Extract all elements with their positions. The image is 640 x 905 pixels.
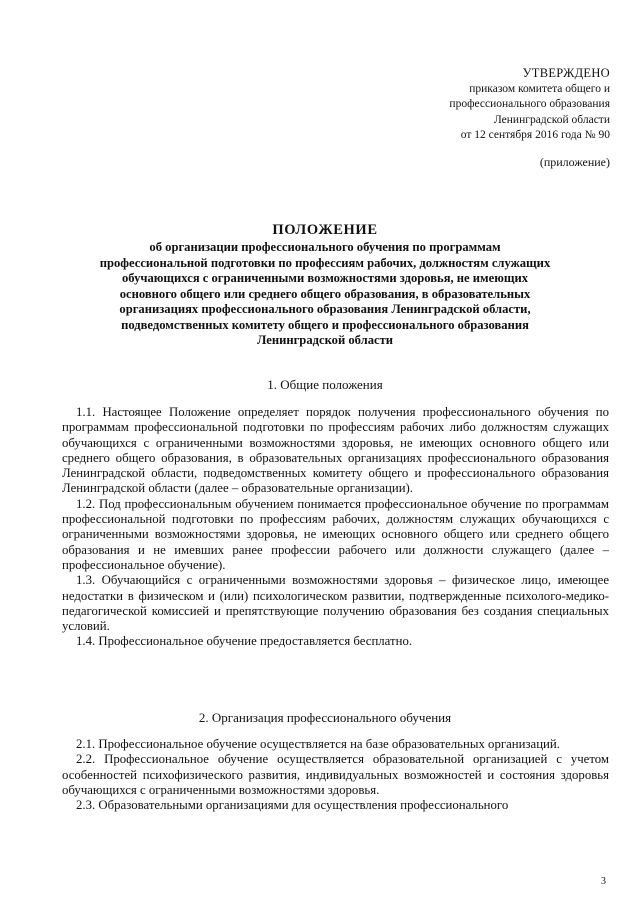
subtitle-line: об организации профессионального обучения по программам xyxy=(149,240,501,254)
document-title-block xyxy=(40,221,610,349)
paragraph: 2.1. Профессиональное обучение осуществляется на базе образовательных организаций. xyxy=(76,737,560,751)
paragraph: 1.2. Под профессиональным обучением понимается профессиональное обучение по программам профессиональной подготовки по профессиям рабочих, должностям служащих обучающихся с ограниченными возможностями здоровья, не имеющих основного общего или среднего общего образования и не имевших ранее профессии рабочего или должности служащего (далее – профессиональное обучение). xyxy=(62,496,609,572)
section-1-body xyxy=(62,405,609,650)
section-heading: 2. Организация профессионального обучения xyxy=(198,710,452,725)
subtitle-line: организациях профессионального образования Ленинградской области, xyxy=(119,302,531,316)
approval-stamp xyxy=(449,66,610,144)
annex-label: (приложение) xyxy=(539,155,610,169)
section-heading: 1. Общие положения xyxy=(267,377,383,392)
subtitle-line: обучающихся с ограниченными возможностями здоровья, не имеющих xyxy=(121,271,529,285)
subtitle-line: профессиональной подготовки по профессиям рабочих, должностям служащих xyxy=(99,255,551,270)
page-number: 3 xyxy=(601,876,606,887)
paragraph: 1.4. Профессиональное обучение предоставляется бесплатно. xyxy=(76,634,413,649)
approval-line: Ленинградской области xyxy=(493,113,610,126)
subtitle-line: Ленинградской области xyxy=(256,333,394,347)
subtitle-line: подведомственных комитету общего и профессионального образования xyxy=(121,317,529,332)
approval-line: приказом комитета общего и xyxy=(469,82,610,95)
approval-line: профессионального образования xyxy=(449,98,610,110)
subtitle-line: основного общего или среднего общего образования, в образовательных xyxy=(119,286,531,301)
paragraph: 1.1. Настоящее Положение определяет порядок получения профессионального обучения по программам профессиональной подготовки по профессиям рабочих либо должностям служащих обучающихся с ограниченными возможностями здоровья, не имеющих основного общего или среднего общего образования, в образовательных организациях профессионального образования Ленинградской области, подведомственных комитету общего и профессионального образования Ленинградской области (далее – образовательные организации). xyxy=(62,405,609,496)
paragraph: 2.3. Образовательными организациями для осуществления профессионального xyxy=(76,798,509,813)
approval-line: от 12 сентября 2016 года № 90 xyxy=(460,129,610,141)
approval-heading: УТВЕРЖДЕНО xyxy=(522,66,610,80)
paragraph: 1.3. Обучающийся с ограниченными возможностями здоровья – физическое лицо, имеющее недостатки в физическом и (или) психологическом развитии, подтвержденные психолого-медико-педагогической комиссией и препятствующие получению образования без создания специальных условий. xyxy=(62,573,609,634)
document-title: ПОЛОЖЕНИЕ xyxy=(272,222,378,238)
paragraph: 2.2. Профессиональное обучение осуществляется образовательной организацией с учетом особенностей психофизического развития, индивидуальных возможностей и состояния здоровья обучающихся с ограниченными возможностями здоровья. xyxy=(62,752,609,797)
section-2-body xyxy=(62,737,609,813)
